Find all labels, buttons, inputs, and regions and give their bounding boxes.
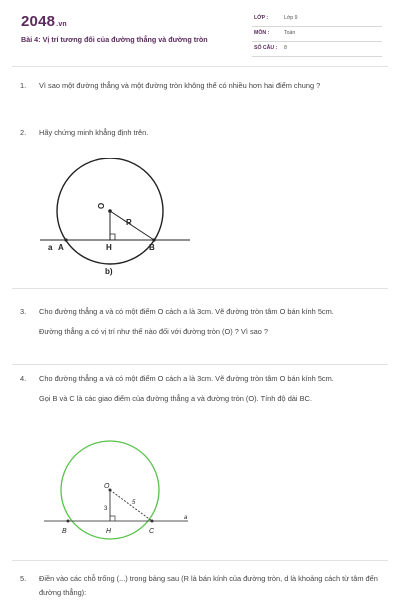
figure-1-label-O: O bbox=[97, 202, 106, 209]
figure-1-label-A: A bbox=[58, 243, 64, 252]
question-4 bbox=[20, 372, 382, 406]
meta-label-class: LỚP : bbox=[254, 15, 269, 21]
figure-2-right-angle-mark bbox=[110, 516, 115, 521]
figure-2-point-C-dot bbox=[151, 520, 154, 523]
figure-1-point-A-dot bbox=[64, 238, 67, 241]
meta-value-subject: Toán bbox=[284, 30, 296, 36]
figure-1-right-angle-mark bbox=[110, 234, 115, 240]
lesson-title: Bài 4: Vị trí tương đối của đường thẳng và đường tròn bbox=[21, 35, 208, 44]
meta-value-count: 8 bbox=[284, 45, 287, 51]
figure-1-circle-diagram bbox=[40, 158, 190, 278]
figure-2-label-O: O bbox=[104, 483, 110, 490]
question-1-text: Vì sao một đường thẳng và một đường tròn không thể có nhiều hơn hai điểm chung ? bbox=[39, 81, 321, 90]
figure-2-point-B-dot bbox=[67, 520, 70, 523]
divider-1 bbox=[12, 288, 388, 289]
question-2 bbox=[20, 126, 382, 140]
divider-3 bbox=[12, 560, 388, 561]
meta-row-class bbox=[252, 14, 382, 27]
figure-1-label-a: a bbox=[48, 243, 53, 252]
meta-value-class: Lớp 9 bbox=[284, 15, 298, 21]
figure-1-label-B: B bbox=[149, 243, 155, 252]
figure-2-label-3: 3 bbox=[104, 506, 108, 512]
logo-suffix: .vn bbox=[56, 21, 67, 28]
figure-1-point-B-dot bbox=[152, 238, 155, 241]
figure-2-label-C: C bbox=[149, 528, 155, 535]
logo-text: 2048 bbox=[21, 13, 56, 30]
figure-2-label-H: H bbox=[106, 528, 112, 535]
question-3-subtext: Đường thẳng a có vị trí như thế nào đối với đường tròn (O) ? Vì sao ? bbox=[39, 327, 269, 336]
question-4-subtext: Gọi B và C là các giao điểm của đường thẳng a và đường tròn (O). Tính độ dài BC. bbox=[39, 394, 312, 403]
question-4-text: Cho đường thẳng a và có một điểm O cách a là 3cm. Vẽ đường tròn tâm O bán kính 5cm. bbox=[39, 374, 334, 383]
divider-2 bbox=[12, 364, 388, 365]
question-5-number: 5. bbox=[20, 574, 27, 583]
meta-row-count bbox=[252, 44, 382, 57]
figure-2-label-a: a bbox=[184, 515, 188, 521]
question-2-number: 2. bbox=[20, 128, 27, 137]
figure-1-label-H: H bbox=[106, 243, 112, 252]
header-divider bbox=[12, 66, 388, 67]
figure-1-label-R: R bbox=[126, 218, 132, 227]
question-2-text: Hãy chứng minh khẳng định trên. bbox=[39, 128, 149, 137]
question-4-number: 4. bbox=[20, 374, 27, 383]
figure-1-segment-OB bbox=[110, 211, 154, 240]
site-logo[interactable] bbox=[21, 13, 67, 30]
question-5-text: Điền vào các chỗ trống (...) trong bảng sau (R là bán kính của đường tròn, d là khoảng cách từ tâm đến đường thẳng): bbox=[39, 574, 378, 597]
worksheet-header bbox=[0, 0, 400, 70]
figure-1-center-dot bbox=[108, 209, 112, 213]
figure-2-label-B: B bbox=[62, 528, 67, 535]
figure-2-segment-OC bbox=[110, 490, 152, 521]
question-1-number: 1. bbox=[20, 81, 27, 90]
meta-label-subject: MÔN : bbox=[254, 30, 270, 36]
question-3-number: 3. bbox=[20, 307, 27, 316]
meta-label-count: SỐ CÂU : bbox=[254, 45, 278, 51]
meta-row-subject bbox=[252, 29, 382, 42]
question-3-text: Cho đường thẳng a và có một điểm O cách a là 3cm. Vẽ đường tròn tâm O bán kính 5cm. bbox=[39, 307, 334, 316]
figure-2-circle-diagram bbox=[40, 440, 200, 542]
figure-1-caption: b) bbox=[105, 267, 113, 276]
question-1 bbox=[20, 79, 382, 93]
figure-2-label-5: 5 bbox=[132, 500, 136, 506]
question-5 bbox=[20, 572, 382, 600]
question-3 bbox=[20, 305, 382, 339]
